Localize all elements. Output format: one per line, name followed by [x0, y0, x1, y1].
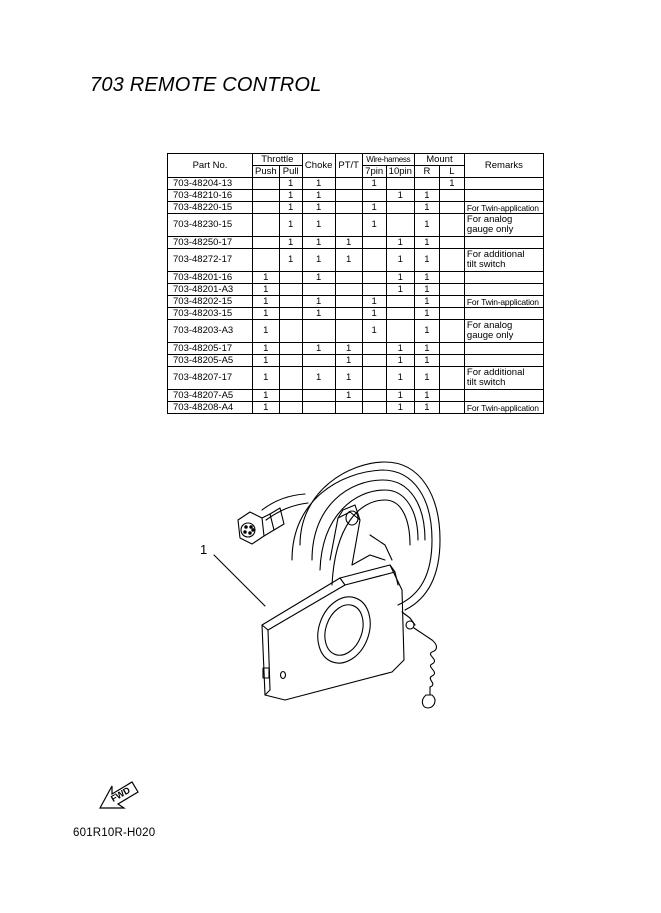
cell-choke: 1	[302, 296, 335, 308]
cell-r: 1	[414, 284, 439, 296]
cell-ptt: 1	[335, 367, 362, 390]
cell-choke: 1	[302, 202, 335, 214]
cell-choke: 1	[302, 308, 335, 320]
cell-choke: 1	[302, 367, 335, 390]
cell-pin10: 1	[386, 249, 414, 272]
header-wire-harness: Wire-harness	[362, 154, 414, 166]
cell-part: 703-48272-17	[168, 249, 253, 272]
cell-part: 703-48201-A3	[168, 284, 253, 296]
cell-choke: 1	[302, 190, 335, 202]
header-choke: Choke	[302, 154, 335, 178]
cell-pin7: 1	[362, 202, 386, 214]
cell-choke: 1	[302, 249, 335, 272]
cell-part: 703-48203-15	[168, 308, 253, 320]
header-ptt: PT/T	[335, 154, 362, 178]
cell-part: 703-48204-13	[168, 178, 253, 190]
cell-r: 1	[414, 320, 439, 343]
cell-r: 1	[414, 308, 439, 320]
callout-number: 1	[200, 542, 208, 557]
cell-pin10: 1	[386, 390, 414, 402]
remarks-line-2: tilt switch	[466, 259, 506, 270]
cell-part: 703-48205-17	[168, 343, 253, 355]
cell-pin7: 1	[362, 308, 386, 320]
remarks-line-1: For additional	[466, 367, 525, 378]
cell-choke: 1	[302, 272, 335, 284]
cell-part: 703-48210-16	[168, 190, 253, 202]
cell-choke: 1	[302, 214, 335, 237]
cell-part: 703-48208-A4	[168, 402, 253, 414]
remarks-line-1: For Twin-application	[466, 202, 539, 213]
header-7pin: 7pin	[362, 166, 386, 178]
cell-part: 703-48230-15	[168, 214, 253, 237]
header-remarks: Remarks	[464, 154, 543, 178]
cell-l: 1	[439, 178, 464, 190]
header-pull: Pull	[279, 166, 302, 178]
remarks-line-1: For additional	[466, 249, 525, 260]
cell-push: 1	[253, 284, 280, 296]
remarks-line-2: gauge only	[466, 224, 514, 235]
cell-pin10: 1	[386, 272, 414, 284]
header-mount-r: R	[414, 166, 439, 178]
cell-r: 1	[414, 343, 439, 355]
remarks-line-2: tilt switch	[466, 377, 506, 388]
cell-r: 1	[414, 367, 439, 390]
cell-push: 1	[253, 402, 280, 414]
header-throttle: Throttle	[253, 154, 303, 166]
cell-pull: 1	[279, 190, 302, 202]
cell-pin7: 1	[362, 296, 386, 308]
cell-pull: 1	[279, 249, 302, 272]
cell-r: 1	[414, 214, 439, 237]
page-title: 703 REMOTE CONTROL	[90, 74, 322, 96]
cell-pin10: 1	[386, 190, 414, 202]
cell-ptt: 1	[335, 390, 362, 402]
cell-r: 1	[414, 272, 439, 284]
header-part-no: Part No.	[168, 154, 253, 178]
cell-push: 1	[253, 272, 280, 284]
cell-r: 1	[414, 202, 439, 214]
cell-pin10: 1	[386, 402, 414, 414]
cell-pin7: 1	[362, 214, 386, 237]
header-10pin: 10pin	[386, 166, 414, 178]
remarks-line-1: For Twin-application	[466, 402, 539, 413]
cell-part: 703-48201-16	[168, 272, 253, 284]
cell-pull: 1	[279, 214, 302, 237]
cell-ptt: 1	[335, 237, 362, 249]
cell-r: 1	[414, 355, 439, 367]
cell-pin10: 1	[386, 367, 414, 390]
cell-part: 703-48220-15	[168, 202, 253, 214]
cell-r: 1	[414, 190, 439, 202]
cell-push: 1	[253, 343, 280, 355]
cell-choke: 1	[302, 178, 335, 190]
cell-pin7: 1	[362, 320, 386, 343]
cell-r: 1	[414, 296, 439, 308]
fwd-label: FWD	[109, 784, 132, 804]
remarks-line-1: For analog	[466, 320, 513, 331]
cell-pull: 1	[279, 178, 302, 190]
remarks-line-1: For analog	[466, 214, 513, 225]
cell-pin7: 1	[362, 178, 386, 190]
cell-pin10: 1	[386, 237, 414, 249]
cell-push: 1	[253, 320, 280, 343]
cell-r: 1	[414, 237, 439, 249]
cell-choke: 1	[302, 343, 335, 355]
cell-r: 1	[414, 249, 439, 272]
cell-part: 703-48250-17	[168, 237, 253, 249]
cell-part: 703-48202-15	[168, 296, 253, 308]
header-push: Push	[253, 166, 280, 178]
cell-pull: 1	[279, 202, 302, 214]
cell-push: 1	[253, 355, 280, 367]
cell-part: 703-48205-A5	[168, 355, 253, 367]
cell-push: 1	[253, 296, 280, 308]
header-mount-l: L	[439, 166, 464, 178]
cell-part: 703-48203-A3	[168, 320, 253, 343]
cell-pull: 1	[279, 237, 302, 249]
cell-part: 703-48207-17	[168, 367, 253, 390]
cell-push: 1	[253, 308, 280, 320]
header-mount: Mount	[414, 154, 464, 166]
cell-r: 1	[414, 402, 439, 414]
cell-ptt: 1	[335, 355, 362, 367]
cell-pin10: 1	[386, 284, 414, 296]
cell-push: 1	[253, 367, 280, 390]
cell-pin10: 1	[386, 355, 414, 367]
remarks-line-1: For Twin-application	[466, 296, 539, 307]
drawing-code: 601R10R-H020	[73, 827, 156, 839]
cell-part: 703-48207-A5	[168, 390, 253, 402]
remarks-line-2: gauge only	[466, 330, 514, 341]
cell-r: 1	[414, 390, 439, 402]
cell-ptt: 1	[335, 343, 362, 355]
cell-choke: 1	[302, 237, 335, 249]
cell-pin10: 1	[386, 343, 414, 355]
cell-push: 1	[253, 390, 280, 402]
cell-ptt: 1	[335, 249, 362, 272]
